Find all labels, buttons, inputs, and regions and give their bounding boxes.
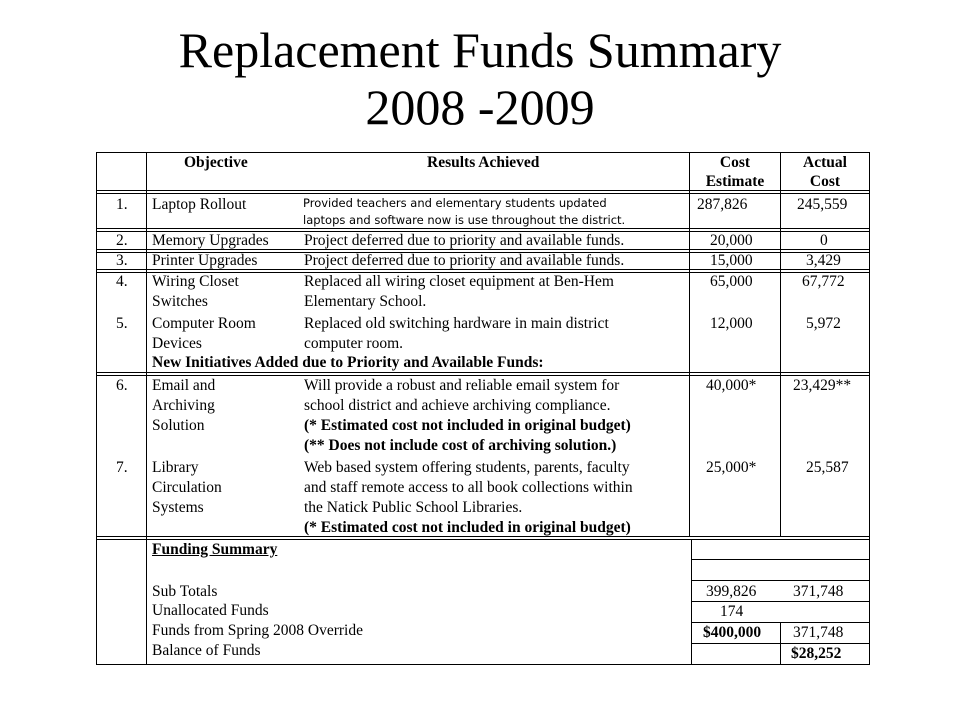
objective-cell: Solution xyxy=(152,417,205,434)
actual-cell: 67,772 xyxy=(802,273,845,290)
balance-of-funds: $28,252 xyxy=(791,645,842,662)
title-line-1: Replacement Funds Summary xyxy=(178,22,782,78)
summary-label: Funds from Spring 2008 Override xyxy=(152,622,363,639)
summary-line xyxy=(780,622,781,665)
results-cell: Replaced old switching hardware in main district xyxy=(304,315,609,332)
results-cell: Will provide a robust and reliable email system for xyxy=(304,377,620,394)
results-cell: and staff remote access to all book collections within xyxy=(304,479,633,496)
row-number: 2. xyxy=(116,232,128,249)
estimate-cell: 15,000 xyxy=(710,252,753,269)
summary-label: Unallocated Funds xyxy=(152,602,269,619)
title-line-2: 2008 -2009 xyxy=(365,79,595,135)
estimate-cell: 20,000 xyxy=(710,232,753,249)
results-cell: the Natick Public School Libraries. xyxy=(304,499,523,516)
row-number: 6. xyxy=(116,377,128,394)
header-cost-estimate-2: Estimate xyxy=(705,173,765,190)
actual-cell: 3,429 xyxy=(806,252,841,269)
summary-label: Sub Totals xyxy=(152,583,218,600)
funding-summary-heading: Funding Summary xyxy=(152,541,278,558)
override-actual: 371,748 xyxy=(793,624,844,641)
results-note: (* Estimated cost not included in original budget) xyxy=(304,519,631,536)
objective-cell: Circulation xyxy=(152,479,222,496)
results-cell: Provided teachers and elementary students updated xyxy=(303,196,607,210)
objective-cell: Computer Room xyxy=(152,315,256,332)
objective-cell: Email and xyxy=(152,377,216,394)
row-number: 7. xyxy=(116,459,128,476)
results-cell: school district and achieve archiving compliance. xyxy=(304,397,611,414)
header-cost-estimate-1: Cost xyxy=(719,154,751,171)
row-number: 4. xyxy=(116,273,128,290)
table-border xyxy=(96,664,870,665)
objective-cell: Memory Upgrades xyxy=(152,232,269,249)
results-cell: Project deferred due to priority and available funds. xyxy=(304,252,625,269)
estimate-cell: 40,000* xyxy=(706,377,757,394)
actual-cell: 5,972 xyxy=(806,315,841,332)
objective-cell: Wiring Closet xyxy=(152,273,239,290)
unallocated-funds: 174 xyxy=(720,603,744,620)
actual-cell: 0 xyxy=(820,232,828,249)
actual-cell: 245,559 xyxy=(797,196,848,213)
column-divider xyxy=(780,152,781,537)
results-note: (* Estimated cost not included in original budget) xyxy=(304,417,631,434)
results-cell: Web based system offering students, parents, faculty xyxy=(304,459,630,476)
summary-line xyxy=(691,559,870,560)
subtotal-estimate: 399,826 xyxy=(706,583,757,600)
objective-cell: Laptop Rollout xyxy=(152,196,247,213)
header-actual-cost-2: Cost xyxy=(809,173,841,190)
estimate-cell: 287,826 xyxy=(697,196,748,213)
row-number: 5. xyxy=(116,315,128,332)
objective-cell: Printer Upgrades xyxy=(152,252,258,269)
objective-cell: Devices xyxy=(152,335,202,352)
objective-cell: Switches xyxy=(152,293,208,310)
results-cell: laptops and software now is use throughout the district. xyxy=(303,213,626,227)
new-initiatives-label: New Initiatives Added due to Priority and Available Funds: xyxy=(152,354,544,371)
subtotal-actual: 371,748 xyxy=(793,583,844,600)
results-cell: computer room. xyxy=(304,335,404,352)
override-estimate: $400,000 xyxy=(703,624,762,641)
estimate-cell: 25,000* xyxy=(706,459,757,476)
column-divider xyxy=(689,152,690,537)
actual-cell: 25,587 xyxy=(806,459,849,476)
results-cell: Replaced all wiring closet equipment at Ben-Hem xyxy=(304,273,614,290)
row-number: 1. xyxy=(116,196,128,213)
summary-line xyxy=(691,580,870,581)
header-actual-cost-1: Actual xyxy=(803,154,847,171)
objective-cell: Systems xyxy=(152,499,204,516)
summary-label: Balance of Funds xyxy=(152,642,261,659)
header-objective: Objective xyxy=(184,154,248,171)
results-note: (** Does not include cost of archiving solution.) xyxy=(304,437,617,454)
estimate-cell: 65,000 xyxy=(710,273,753,290)
objective-cell: Library xyxy=(152,459,199,476)
actual-cell: 23,429** xyxy=(793,377,852,394)
results-cell: Elementary School. xyxy=(304,293,427,310)
objective-cell: Archiving xyxy=(152,397,215,414)
header-results: Results Achieved xyxy=(427,154,540,171)
estimate-cell: 12,000 xyxy=(710,315,753,332)
row-number: 3. xyxy=(116,252,128,269)
results-cell: Project deferred due to priority and available funds. xyxy=(304,232,625,249)
